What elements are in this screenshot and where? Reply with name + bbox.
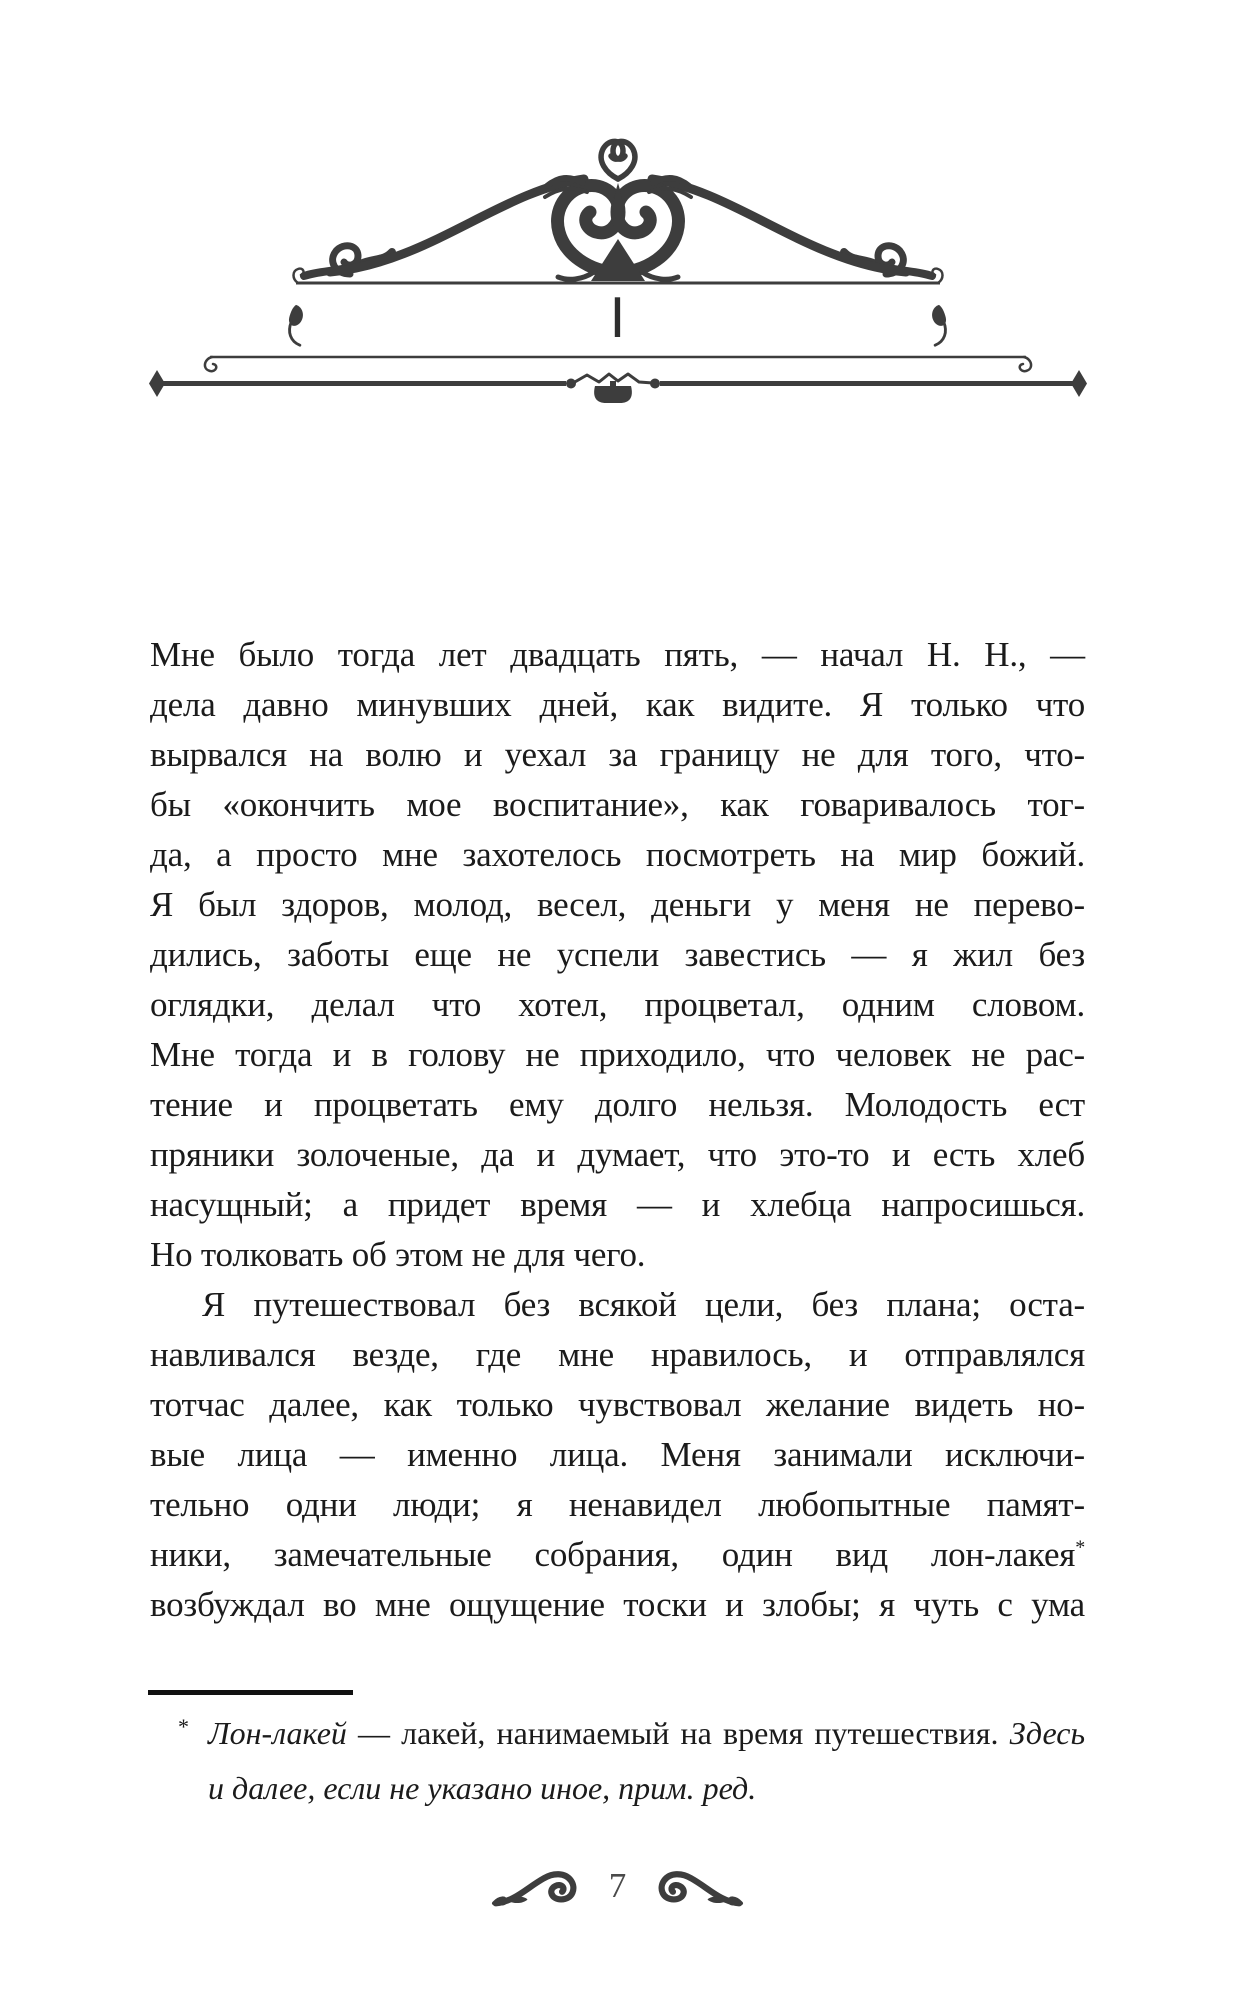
body-line: Мне было тогда лет двадцать пять, — начал Н. Н., —	[150, 635, 1085, 674]
crown-flourish-ornament	[288, 122, 948, 294]
body-line: насущный; а придет время — и хлебца напросишься.	[150, 1185, 1085, 1224]
body-line: Я был здоров, молод, весел, деньги у меня не перево-	[150, 885, 1085, 924]
page-footer	[150, 1860, 1085, 1912]
body-line: бы «окончить мое воспитание», как говаривалось тог-	[150, 785, 1085, 824]
body-line-paragraph-end: Но толковать об этом не для чего.	[150, 1235, 646, 1274]
footnote-note: Здесь	[1009, 1715, 1085, 1751]
body-line-paragraph-start: Я путешествовал без всякой цели, без плана; оста-	[202, 1285, 1085, 1324]
comma-swirl-right-icon	[927, 301, 951, 349]
thick-rule-ornament	[148, 368, 1088, 412]
body-line: тотчас далее, как только чувствовал желание видеть но-	[150, 1385, 1085, 1424]
footnote-term: Лон-лакей	[208, 1715, 347, 1751]
body-line: дела давно минувших дней, как видите. Я только что	[150, 685, 1085, 724]
body-line: оглядки, делал что хотел, процветал, одним словом.	[150, 985, 1085, 1024]
body-line: Мне тогда и в голову не приходило, что человек не рас-	[150, 1035, 1085, 1074]
body-line: тельно одни люди; я ненавидел любопытные памят-	[150, 1485, 1085, 1524]
footnote-line: и далее, если не указано иное, прим. ред.	[208, 1770, 757, 1806]
footnote	[178, 1706, 1085, 1816]
footnote-line	[178, 1706, 1085, 1761]
body-line: тение и процветать ему долго нельзя. Молодость ест	[150, 1085, 1085, 1124]
body-line-with-footnote-ref	[150, 1530, 1085, 1580]
footer-swirl-left-icon	[489, 1862, 591, 1910]
page-content	[150, 0, 1085, 2000]
footnote-separator-rule	[148, 1690, 353, 1695]
footnote-definition: — лакей, нанимаемый на время путешествия.	[346, 1715, 1010, 1751]
body-line: вые лица — именно лица. Меня занимали исключи-	[150, 1435, 1085, 1474]
body-line: вырвался на волю и уехал за границу не для того, что-	[150, 735, 1085, 774]
footer-swirl-right-icon	[644, 1862, 746, 1910]
body-line: дились, заботы еще не успели завестись — я жил без	[150, 935, 1085, 974]
body-line: да, а просто мне захотелось посмотреть на мир божий.	[150, 835, 1085, 874]
body-line-text: ники, замечательные собрания, один вид лон-лакея	[150, 1535, 1076, 1574]
page-number: 7	[608, 1866, 627, 1905]
footnote-reference-marker: *	[1075, 1536, 1085, 1559]
footnote-marker: *	[178, 1714, 189, 1739]
body-line: пряники золоченые, да и думает, что это-то и есть хлеб	[150, 1135, 1085, 1174]
body-text	[150, 630, 1085, 1630]
chapter-number: I	[609, 287, 626, 350]
body-line: навливался везде, где мне нравилось, и отправлялся	[150, 1335, 1085, 1374]
body-line: возбуждал во мне ощущение тоски и злобы; я чуть с ума	[150, 1585, 1085, 1624]
